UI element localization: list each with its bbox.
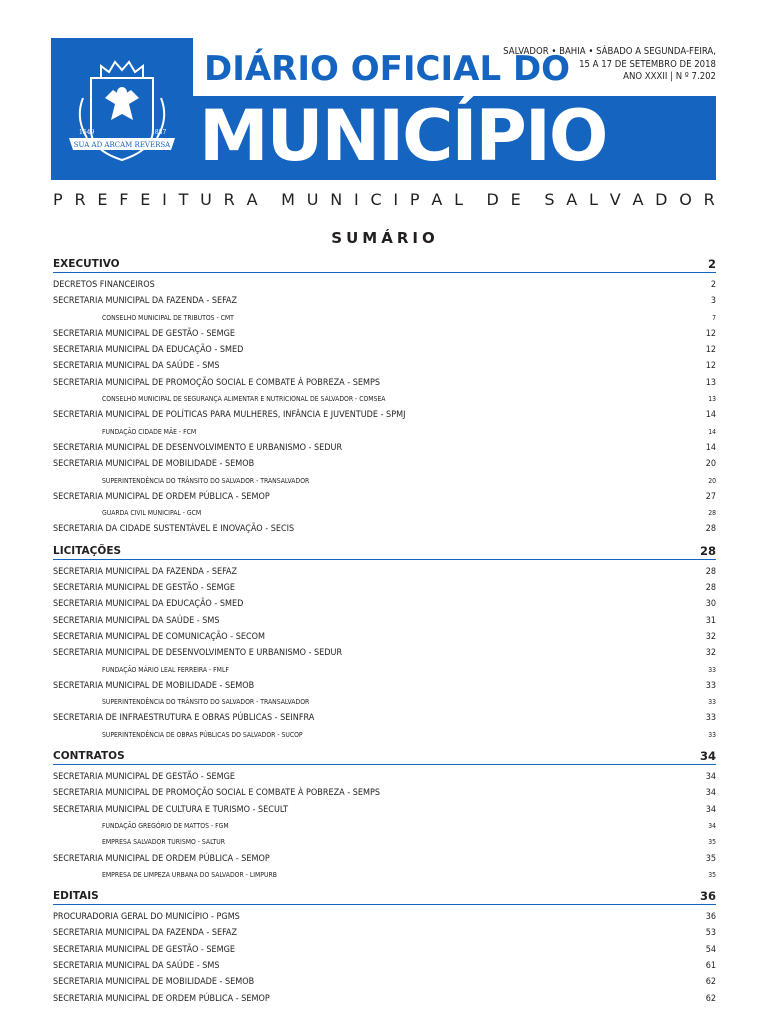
- entry-page: 14: [708, 427, 716, 436]
- entry-label: SUPERINTENDÊNCIA DO TRÂNSITO DO SALVADOR - TRANSALVADOR: [102, 698, 310, 707]
- entry-page: 35: [708, 870, 716, 879]
- prefeitura-letter: A: [431, 190, 443, 209]
- entry-label: SECRETARIA MUNICIPAL DA EDUCAÇÃO - SMED: [53, 599, 244, 610]
- entry-label: SECRETARIA MUNICIPAL DE ORDEM PÚBLICA - SEMOP: [53, 491, 270, 502]
- prefeitura-letter: L: [454, 190, 463, 209]
- prefeitura-letter: P: [409, 190, 420, 209]
- dateline-line-3: ANO XXXII | N º 7.202: [623, 71, 716, 82]
- entry-label: SECRETARIA MUNICIPAL DE MOBILIDADE - SEMOB: [53, 680, 255, 691]
- svg-text:SUA AD ARCAM REVERSA: SUA AD ARCAM REVERSA: [73, 141, 171, 149]
- entry-page: 12: [705, 345, 716, 356]
- section-page: 34: [699, 749, 716, 764]
- entry-label: SECRETARIA MUNICIPAL DE CULTURA E TURISMO - SECULT: [53, 804, 289, 815]
- entry-label: SECRETARIA MUNICIPAL DE MOBILIDADE - SEMOB: [53, 459, 255, 470]
- prefeitura-letter: O: [679, 190, 692, 209]
- toc-subentry[interactable]: [53, 834, 716, 850]
- entry-label: DECRETOS FINANCEIROS: [53, 280, 155, 290]
- entry-page: 13: [705, 377, 716, 388]
- prefeitura-letter: N: [330, 190, 343, 209]
- toc-subentry[interactable]: [53, 310, 716, 326]
- prefeitura-letter: A: [566, 190, 578, 209]
- toc-subentry[interactable]: [53, 505, 716, 521]
- entry-page: 62: [705, 993, 716, 1004]
- entry-label: SUPERINTENDÊNCIA DO TRÂNSITO DO SALVADOR - TRANSALVADOR: [102, 476, 310, 485]
- entry-page: 27: [705, 491, 716, 502]
- entry-label: SECRETARIA MUNICIPAL DE ORDEM PÚBLICA - SEMOP: [53, 993, 270, 1004]
- entry-page: 35: [708, 838, 716, 847]
- prefeitura-letter: R: [74, 190, 86, 209]
- prefeitura-letter: F: [119, 190, 129, 209]
- toc-entry[interactable]: [53, 851, 716, 867]
- prefeitura-letter: E: [140, 190, 151, 209]
- entry-label: SECRETARIA MUNICIPAL DA FAZENDA - SEFAZ: [53, 296, 237, 307]
- toc-subentry[interactable]: [53, 694, 716, 710]
- section-header[interactable]: [53, 544, 716, 560]
- entry-page: 33: [705, 680, 716, 691]
- entry-page: 61: [705, 960, 716, 971]
- masthead: [51, 38, 716, 186]
- entry-page: 31: [705, 615, 716, 626]
- prefeitura-letter: U: [306, 190, 319, 209]
- entry-label: SECRETARIA MUNICIPAL DE PROMOÇÃO SOCIAL E COMBATE À POBREZA - SEMPS: [53, 377, 380, 388]
- dateline-line-2: 15 A 17 DE SETEMBRO DE 2018: [579, 58, 716, 70]
- toc-subentry[interactable]: [53, 391, 716, 407]
- toc-entry[interactable]: [53, 456, 716, 472]
- toc-subentry[interactable]: [53, 727, 716, 743]
- section-title: EDITAIS: [53, 890, 99, 903]
- section-header[interactable]: [53, 257, 716, 273]
- entry-page: 3: [710, 296, 716, 307]
- entry-label: SECRETARIA MUNICIPAL DE PROMOÇÃO SOCIAL E COMBATE À POBREZA - SEMPS: [53, 788, 380, 799]
- toc-entry[interactable]: [53, 613, 716, 629]
- toc-entry[interactable]: [53, 645, 716, 661]
- toc-entry[interactable]: [53, 326, 716, 342]
- toc-entry[interactable]: [53, 596, 716, 612]
- prefeitura-letter: U: [200, 190, 212, 209]
- entry-label: SECRETARIA MUNICIPAL DE DESENVOLVIMENTO E URBANISMO - SEDUR: [53, 442, 343, 453]
- entry-page: 12: [705, 361, 716, 372]
- entry-page: 28: [705, 583, 716, 594]
- entry-page: 54: [705, 944, 716, 955]
- toc-subentry[interactable]: [53, 662, 716, 678]
- section-page: 28: [699, 543, 716, 558]
- entry-page: 12: [705, 328, 716, 339]
- prefeitura-letter: R: [703, 190, 715, 209]
- entry-page: 20: [705, 459, 716, 470]
- table-of-contents: [53, 257, 716, 1013]
- entry-page: 14: [705, 410, 716, 421]
- prefeitura-letter: I: [393, 190, 399, 209]
- entry-page: 28: [705, 524, 716, 535]
- entry-label: SUPERINTENDÊNCIA DE OBRAS PÚBLICAS DO SALVADOR - SUCOP: [102, 730, 303, 739]
- toc-entry[interactable]: [53, 580, 716, 596]
- entry-label: FUNDAÇÃO CIDADE MÃE - FCM: [102, 427, 197, 436]
- title-municipio: MUNICÍPIO: [199, 95, 607, 177]
- toc-subentry[interactable]: [53, 473, 716, 489]
- toc-entry[interactable]: [53, 564, 716, 580]
- prefeitura-letter: C: [370, 190, 382, 209]
- toc-entry[interactable]: [53, 489, 716, 505]
- entry-label: SECRETARIA MUNICIPAL DA FAZENDA - SEFAZ: [53, 928, 237, 939]
- prefeitura-letter: A: [632, 190, 644, 209]
- prefeitura-letter: L: [589, 190, 598, 209]
- toc-entry[interactable]: [53, 958, 716, 974]
- toc-entry[interactable]: [53, 375, 716, 391]
- entry-label: FUNDAÇÃO GREGÓRIO DE MATTOS - FGM: [102, 821, 229, 830]
- entry-label: PROCURADORIA GERAL DO MUNICÍPIO - PGMS: [53, 912, 240, 923]
- entry-label: SECRETARIA MUNICIPAL DE GESTÃO - SEMGE: [53, 583, 236, 594]
- entry-page: 53: [705, 928, 716, 939]
- toc-subentry[interactable]: [53, 867, 716, 883]
- title-diario-oficial: DIÁRIO OFICIAL DO: [204, 49, 571, 89]
- dateline: [503, 46, 716, 84]
- entry-page: 33: [708, 665, 716, 674]
- prefeitura-letter: M: [281, 190, 295, 209]
- toc-entry[interactable]: [53, 358, 716, 374]
- toc-entry[interactable]: [53, 710, 716, 726]
- svg-text:1887: 1887: [151, 129, 167, 136]
- entry-page: 62: [705, 977, 716, 988]
- section-title: EXECUTIVO: [53, 258, 120, 270]
- entry-label: SECRETARIA DA CIDADE SUSTENTÁVEL E INOVAÇÃO - SECIS: [53, 524, 295, 535]
- entry-label: SECRETARIA MUNICIPAL DA SAÚDE - SMS: [53, 615, 220, 626]
- entry-page: 28: [708, 509, 716, 518]
- entry-label: SECRETARIA MUNICIPAL DE COMUNICAÇÃO - SECOM: [53, 631, 265, 642]
- toc-entry[interactable]: [53, 785, 716, 801]
- entry-page: 28: [705, 566, 716, 577]
- entry-label: GUARDA CIVIL MUNICIPAL - GCM: [102, 509, 202, 518]
- entry-label: EMPRESA SALVADOR TURISMO - SALTUR: [102, 838, 226, 847]
- entry-label: EMPRESA DE LIMPEZA URBANA DO SALVADOR - LIMPURB: [102, 870, 277, 879]
- toc-subentry[interactable]: [53, 818, 716, 834]
- entry-label: SECRETARIA MUNICIPAL DE ORDEM PÚBLICA - SEMOP: [53, 853, 270, 864]
- coat-of-arms-logo: [51, 38, 193, 180]
- entry-page: 34: [708, 821, 716, 830]
- section-page: 36: [699, 889, 716, 904]
- entry-page: 2: [710, 280, 716, 290]
- section-title: LICITAÇÕES: [53, 544, 122, 557]
- entry-label: SECRETARIA MUNICIPAL DE GESTÃO - SEMGE: [53, 944, 236, 955]
- sumario-title: SUMÁRIO: [331, 229, 439, 247]
- toc-subentry[interactable]: [53, 424, 716, 440]
- toc-entry[interactable]: [53, 991, 716, 1007]
- prefeitura-letter: T: [178, 190, 189, 209]
- toc-entry[interactable]: [53, 909, 716, 925]
- section-header[interactable]: [53, 889, 716, 905]
- prefeitura-letter: V: [609, 190, 621, 209]
- toc-entry[interactable]: [53, 407, 716, 423]
- toc-entry[interactable]: [53, 678, 716, 694]
- dateline-line-1: SALVADOR • BAHIA • SÁBADO A SEGUNDA-FEIRA,: [503, 46, 716, 57]
- toc-entry[interactable]: [53, 942, 716, 958]
- entry-label: SECRETARIA MUNICIPAL DA EDUCAÇÃO - SMED: [53, 345, 244, 356]
- entry-label: SECRETARIA DE INFRAESTRUTURA E OBRAS PÚBLICAS - SEINFRA: [53, 713, 315, 724]
- entry-page: 30: [705, 599, 716, 610]
- toc-entry[interactable]: [53, 293, 716, 309]
- entry-page: 34: [705, 788, 716, 799]
- entry-label: CONSELHO MUNICIPAL DE TRIBUTOS - CMT: [102, 313, 234, 322]
- prefeitura-letter: P: [53, 190, 63, 209]
- prefeitura-letter: I: [162, 190, 167, 209]
- toc-entry[interactable]: [53, 440, 716, 456]
- entry-label: FUNDAÇÃO MÁRIO LEAL FERREIRA - FMLF: [102, 665, 229, 674]
- entry-label: SECRETARIA MUNICIPAL DA FAZENDA - SEFAZ: [53, 566, 237, 577]
- svg-text:1549: 1549: [79, 129, 95, 136]
- section-gap: [53, 1007, 716, 1013]
- entry-label: CONSELHO MUNICIPAL DE SEGURANÇA ALIMENTAR E NUTRICIONAL DE SALVADOR - COMSEA: [102, 395, 386, 404]
- toc-entry[interactable]: [53, 342, 716, 358]
- entry-label: SECRETARIA MUNICIPAL DA SAÚDE - SMS: [53, 960, 220, 971]
- entry-page: 35: [705, 853, 716, 864]
- toc-entry[interactable]: [53, 925, 716, 941]
- prefeitura-letter: E: [97, 190, 108, 209]
- toc-entry[interactable]: [53, 521, 716, 537]
- toc-entry[interactable]: [53, 629, 716, 645]
- section-title: CONTRATOS: [53, 750, 125, 763]
- entry-label: SECRETARIA MUNICIPAL DE GESTÃO - SEMGE: [53, 328, 236, 339]
- prefeitura-letter: D: [655, 190, 668, 209]
- entry-label: SECRETARIA MUNICIPAL DA SAÚDE - SMS: [53, 361, 220, 372]
- entry-label: SECRETARIA MUNICIPAL DE GESTÃO - SEMGE: [53, 772, 236, 783]
- prefeitura-letter: S: [544, 190, 555, 209]
- entry-page: 34: [705, 772, 716, 783]
- entry-page: 36: [705, 912, 716, 923]
- toc-entry[interactable]: [53, 802, 716, 818]
- prefeitura-letter: E: [510, 190, 521, 209]
- prefeitura-letter: I: [353, 190, 359, 209]
- prefeitura-letter: A: [246, 190, 258, 209]
- toc-entry[interactable]: [53, 277, 716, 293]
- entry-page: 32: [705, 648, 716, 659]
- entry-label: SECRETARIA MUNICIPAL DE DESENVOLVIMENTO E URBANISMO - SEDUR: [53, 648, 343, 659]
- section-header[interactable]: [53, 749, 716, 765]
- entry-page: 33: [708, 698, 716, 707]
- entry-page: 32: [705, 631, 716, 642]
- entry-page: 33: [705, 713, 716, 724]
- prefeitura-letter: D: [486, 190, 499, 209]
- entry-page: 14: [705, 442, 716, 453]
- section-page: 2: [707, 257, 716, 271]
- prefeitura-letter: R: [223, 190, 235, 209]
- entry-page: 34: [705, 804, 716, 815]
- toc-entry[interactable]: [53, 769, 716, 785]
- entry-page: 13: [708, 395, 716, 404]
- entry-page: 7: [712, 313, 716, 322]
- toc-entry[interactable]: [53, 974, 716, 990]
- prefeitura-subtitle: [53, 190, 715, 210]
- entry-label: SECRETARIA MUNICIPAL DE MOBILIDADE - SEMOB: [53, 977, 255, 988]
- entry-label: SECRETARIA MUNICIPAL DE POLÍTICAS PARA MULHERES, INFÂNCIA E JUVENTUDE - SPMJ: [53, 410, 406, 421]
- entry-page: 33: [708, 730, 716, 739]
- entry-page: 20: [708, 476, 716, 485]
